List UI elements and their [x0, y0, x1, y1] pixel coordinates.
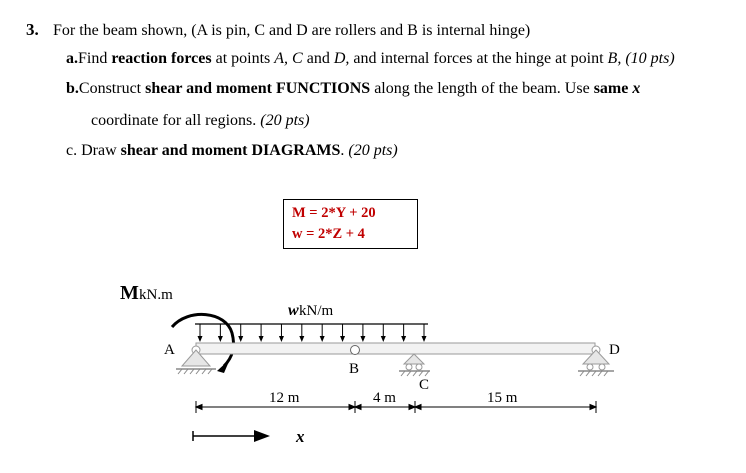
part-b-pts: (20 pts) [260, 112, 310, 129]
part-c-label: c. [66, 142, 78, 159]
part-a-pts: B, (10 pts) [607, 50, 675, 67]
part-b-line-2-text: coordinate for all regions. [91, 112, 261, 129]
part-a-label: a. [66, 50, 78, 67]
part-a-points-ac: A, C [274, 50, 303, 67]
formula-load: w = 2*Z + 4 [292, 226, 365, 242]
load-arrow-head-icon [340, 336, 345, 342]
part-b-text-1: Construct [78, 80, 146, 97]
label-a: A [164, 342, 175, 358]
load-arrow-head-icon [360, 336, 365, 342]
load-arrow-head-icon [279, 336, 284, 342]
part-b-emphasis-2: same [593, 80, 633, 97]
roller-support-c-icon [399, 354, 430, 376]
part-a-text-2: at points [211, 50, 275, 67]
moment-unit: kN.m [139, 287, 173, 303]
label-c: C [419, 377, 430, 393]
load-unit: kN/m [299, 303, 334, 319]
part-b-text-2: along the length of the beam. Use [370, 80, 594, 97]
load-arrow-head-icon [238, 336, 243, 342]
moment-arrow-head-icon [217, 359, 230, 373]
part-a-emphasis-1: reaction forces [111, 50, 212, 67]
x-axis-label: x [296, 427, 305, 446]
label-d: D [609, 342, 620, 358]
dim-12m: 12 m [269, 390, 300, 406]
x-axis-arrow-icon [193, 430, 270, 442]
question-number: 3. [26, 20, 39, 39]
load-arrow-head-icon [381, 336, 386, 342]
part-c-text-1: Draw [77, 142, 121, 159]
question-statement: For the beam shown, (A is pin, C and D are rollers and B is internal hinge) [53, 22, 531, 39]
load-arrow-head-icon [218, 336, 223, 342]
hinge-b-icon [351, 346, 360, 355]
load-symbol: w [288, 302, 299, 319]
dimension-line [196, 401, 596, 413]
moment-symbol: M [120, 282, 139, 304]
part-c-emphasis-1: shear and moment DIAGRAMS [120, 142, 341, 159]
part-c-pts: (20 pts) [348, 142, 398, 159]
part-c-text-2: . [340, 142, 349, 159]
formula-moment: M = 2*Y + 20 [292, 205, 376, 221]
load-arrow-head-icon [422, 336, 427, 342]
load-arrow-head-icon [259, 336, 264, 342]
part-a-point-d: D, [333, 50, 350, 67]
part-b-x: x [632, 80, 641, 97]
load-arrow-head-icon [299, 336, 304, 342]
load-arrow-head-icon [401, 336, 406, 342]
load-arrow-head-icon [198, 336, 203, 342]
dim-15m: 15 m [487, 390, 518, 406]
part-b-emphasis-1: shear and moment FUNCTIONS [145, 80, 371, 97]
label-b: B [349, 361, 360, 377]
part-a-text-1: Find [78, 50, 112, 67]
part-b-label: b. [66, 80, 79, 97]
load-arrow-head-icon [320, 336, 325, 342]
part-a-text-3: and [302, 50, 334, 67]
beam [196, 343, 595, 354]
part-a-text-4: and internal forces at the hinge at point [349, 50, 608, 67]
dim-4m: 4 m [373, 390, 396, 406]
